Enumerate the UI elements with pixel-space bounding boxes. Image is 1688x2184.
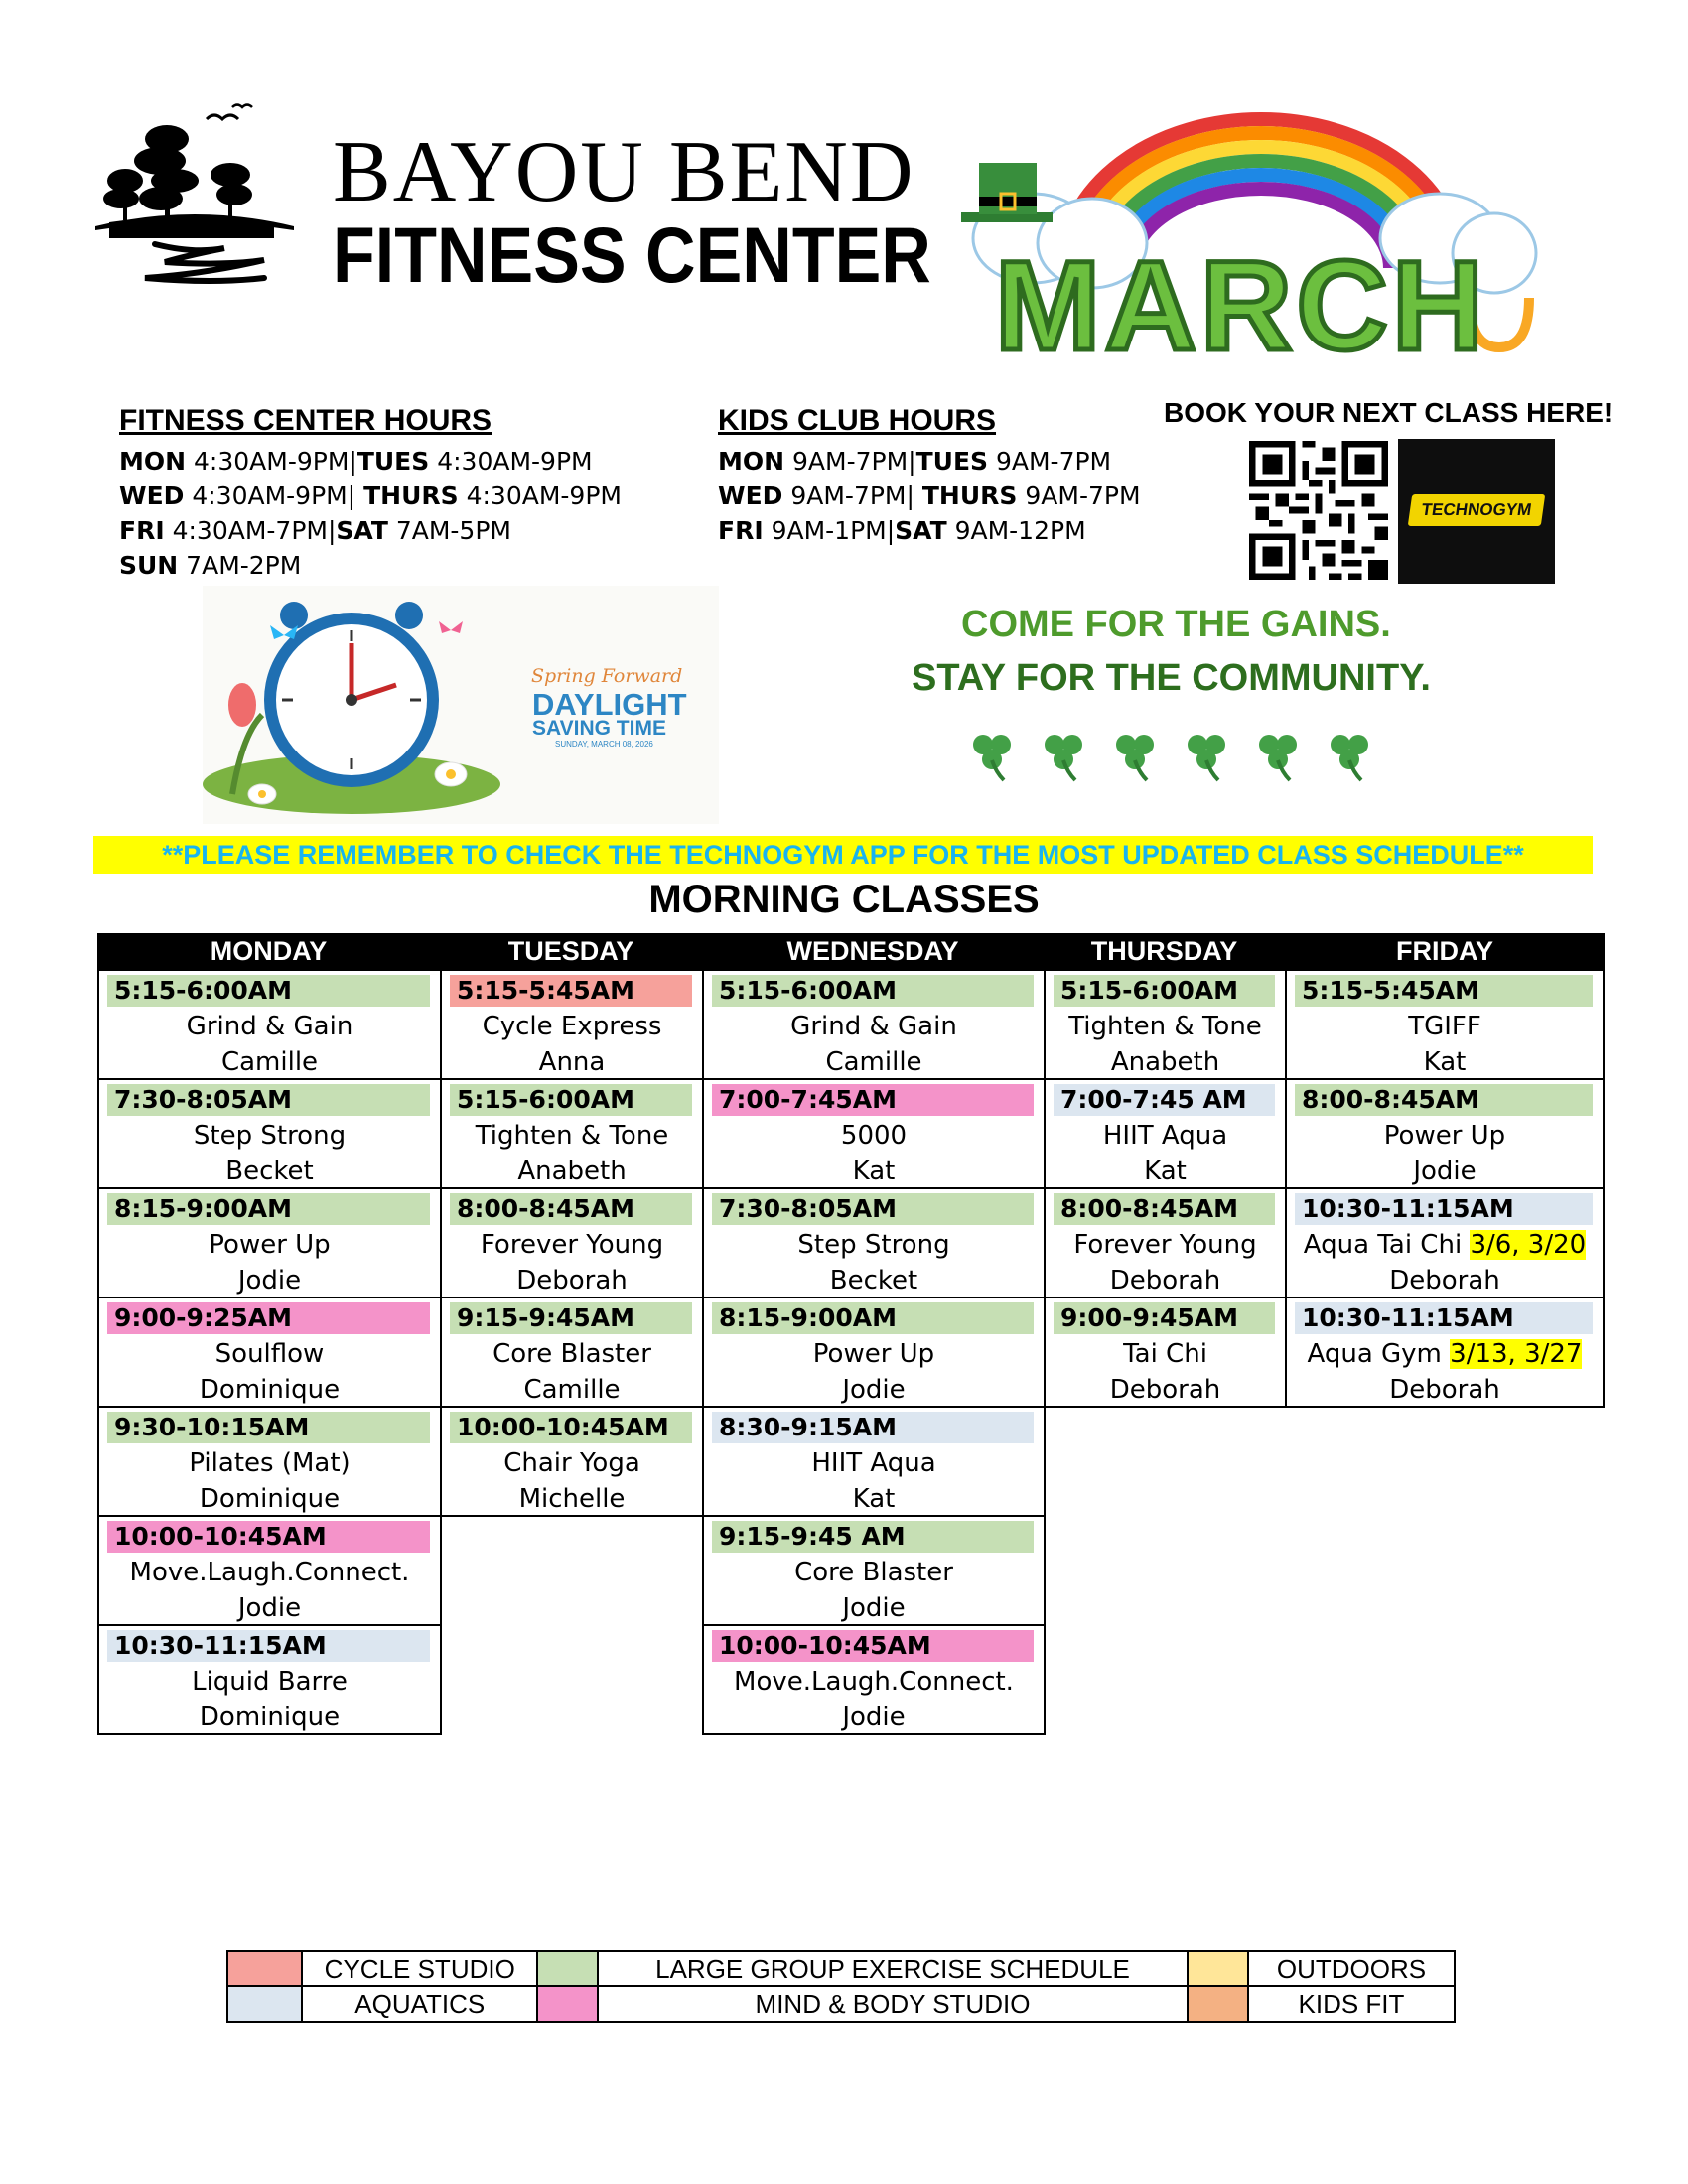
class-name: Core Blaster xyxy=(794,1558,953,1587)
day-header-wednesday: WEDNESDAY xyxy=(702,933,1044,969)
shamrock-icon xyxy=(1331,735,1368,780)
legend-label: OUTDOORS xyxy=(1248,1951,1455,1986)
class-instructor: Kat xyxy=(852,1484,896,1514)
class-time: 9:00-9:25AM xyxy=(107,1302,430,1334)
class-instructor: Michelle xyxy=(518,1484,626,1514)
hours-value: 9AM-7PM| xyxy=(784,447,916,476)
legend-swatch-large-group xyxy=(537,1951,598,1986)
class-instructor: Kat xyxy=(1423,1047,1467,1077)
class-name: Power Up xyxy=(209,1230,331,1260)
color-legend xyxy=(226,1950,1456,2023)
class-instructor: Kat xyxy=(1144,1157,1187,1186)
class-time: 9:15-9:45AM xyxy=(450,1302,692,1334)
legend-swatch-aquatics xyxy=(227,1986,302,2022)
class-instructor: Camille xyxy=(523,1375,621,1405)
day-label: FRI xyxy=(718,516,764,545)
class-time: 5:15-6:00AM xyxy=(1054,975,1275,1007)
class-name: Step Strong xyxy=(797,1230,950,1260)
technogym-reminder-banner: **PLEASE REMEMBER TO CHECK THE TECHNOGYM APP FOR THE MOST UPDATED CLASS SCHEDULE** xyxy=(93,836,1593,874)
class-name: Core Blaster xyxy=(492,1339,651,1369)
class-name xyxy=(1287,1227,1603,1263)
hours-value: 9AM-7PM| xyxy=(782,481,922,510)
class-instructor: Jodie xyxy=(1413,1157,1477,1186)
booking-qr-code[interactable] xyxy=(1249,441,1388,580)
technogym-logo: TECHNOGYM xyxy=(1408,494,1545,526)
dst-spring-forward-text: Spring Forward xyxy=(531,665,683,687)
day-label: WED xyxy=(718,481,783,510)
day-label: WED xyxy=(119,481,185,510)
class-cell[interactable] xyxy=(440,1187,704,1298)
class-name: Move.Laugh.Connect. xyxy=(734,1667,1014,1697)
dst-daylight-text: DAYLIGHT xyxy=(532,687,687,722)
class-time: 10:00-10:45AM xyxy=(712,1630,1034,1662)
class-time: 7:00-7:45AM xyxy=(712,1084,1034,1116)
class-instructor: Jodie xyxy=(237,1266,302,1296)
class-time: 10:30-11:15AM xyxy=(1295,1302,1593,1334)
legend-swatch-cycle xyxy=(227,1951,302,1986)
class-instructor: Anabeth xyxy=(1110,1047,1220,1077)
dst-saving-time-text: SAVING TIME xyxy=(532,717,666,740)
class-time: 8:15-9:00AM xyxy=(107,1193,430,1225)
class-time: 8:30-9:15AM xyxy=(712,1412,1034,1443)
class-cell[interactable] xyxy=(1285,1078,1605,1189)
class-dates-highlight: 3/6, 3/20 xyxy=(1470,1230,1587,1260)
class-cell[interactable] xyxy=(702,1406,1046,1517)
shamrock-icon xyxy=(1259,735,1297,780)
class-cell[interactable] xyxy=(97,1078,442,1189)
class-time: 9:15-9:45 AM xyxy=(712,1521,1034,1553)
kids-club-hours xyxy=(718,404,1141,548)
book-class-label: BOOK YOUR NEXT CLASS HERE! xyxy=(1164,397,1614,428)
hours-value: 9AM-7PM xyxy=(988,447,1112,476)
class-name: HIIT Aqua xyxy=(1102,1121,1228,1151)
hours-line xyxy=(718,444,1141,478)
class-name: Tai Chi xyxy=(1123,1339,1207,1369)
class-instructor: Becket xyxy=(829,1266,918,1296)
hours-value: 4:30AM-9PM| xyxy=(186,447,357,476)
class-name: Step Strong xyxy=(193,1121,347,1151)
class-instructor: Deborah xyxy=(516,1266,628,1296)
legend-label: CYCLE STUDIO xyxy=(302,1951,537,1986)
shamrocks-decoration xyxy=(958,723,1395,786)
class-time: 8:00-8:45AM xyxy=(1295,1084,1593,1116)
day-header-monday: MONDAY xyxy=(97,933,440,969)
day-label: MON xyxy=(718,447,785,476)
shamrock-icon xyxy=(973,735,1011,780)
class-name: Tighten & Tone xyxy=(1068,1012,1262,1041)
day-label: THURS xyxy=(363,481,459,510)
hours-line xyxy=(119,548,622,583)
class-instructor: Deborah xyxy=(1109,1375,1221,1405)
day-label: SAT xyxy=(895,516,947,545)
class-name: Power Up xyxy=(812,1339,935,1369)
brand-subtitle: FITNESS CENTER xyxy=(333,211,931,299)
brand-name: BAYOU BEND xyxy=(333,124,915,220)
hours-line xyxy=(718,478,1141,513)
class-name: Power Up xyxy=(1383,1121,1506,1151)
class-time: 10:30-11:15AM xyxy=(1295,1193,1593,1225)
class-name: Cycle Express xyxy=(482,1012,662,1041)
shamrock-icon xyxy=(1116,735,1154,780)
class-name: 5000 xyxy=(840,1121,908,1151)
class-cell[interactable] xyxy=(1044,1297,1287,1408)
class-cell[interactable] xyxy=(1285,969,1605,1080)
class-name: Tighten & Tone xyxy=(475,1121,669,1151)
class-instructor: Jodie xyxy=(842,1375,906,1405)
class-instructor: Camille xyxy=(220,1047,319,1077)
class-cell[interactable] xyxy=(702,1624,1046,1735)
class-instructor: Deborah xyxy=(1109,1266,1221,1296)
legend-swatch-kids-fit xyxy=(1188,1986,1248,2022)
legend-label: KIDS FIT xyxy=(1248,1986,1455,2022)
class-name: Grind & Gain xyxy=(186,1012,353,1041)
class-time: 5:15-5:45AM xyxy=(450,975,692,1007)
kids-club-hours-title: KIDS CLUB HOURS xyxy=(718,404,997,437)
class-cell[interactable] xyxy=(440,1297,704,1408)
class-cell[interactable] xyxy=(1044,1187,1287,1298)
hours-value: 4:30AM-9PM xyxy=(458,481,622,510)
class-instructor: Anna xyxy=(538,1047,606,1077)
class-name: Forever Young xyxy=(1073,1230,1257,1260)
day-label: THURS xyxy=(921,481,1018,510)
day-label: FRI xyxy=(119,516,165,545)
hours-line xyxy=(119,444,622,478)
class-cell[interactable] xyxy=(97,969,442,1080)
fitness-center-hours-title: FITNESS CENTER HOURS xyxy=(119,404,492,437)
class-cell[interactable] xyxy=(1044,969,1287,1080)
class-time: 10:30-11:15AM xyxy=(107,1630,430,1662)
class-cell[interactable] xyxy=(1044,1078,1287,1189)
hours-line xyxy=(119,513,622,548)
class-time: 7:30-8:05AM xyxy=(107,1084,430,1116)
hours-value: 9AM-7PM xyxy=(1017,481,1141,510)
class-time: 5:15-6:00AM xyxy=(107,975,430,1007)
technogym-app-badge[interactable] xyxy=(1398,439,1555,584)
day-label: TUES xyxy=(356,447,430,476)
class-name: HIIT Aqua xyxy=(811,1448,936,1478)
class-cell[interactable] xyxy=(702,1078,1046,1189)
class-instructor: Jodie xyxy=(842,1593,906,1623)
class-time: 5:15-6:00AM xyxy=(450,1084,692,1116)
shamrock-icon xyxy=(1045,735,1082,780)
class-instructor: Dominique xyxy=(199,1484,341,1514)
class-time: 5:15-5:45AM xyxy=(1295,975,1593,1007)
class-instructor: Dominique xyxy=(199,1375,341,1405)
class-name: Forever Young xyxy=(480,1230,664,1260)
class-cell[interactable] xyxy=(440,1078,704,1189)
class-cell[interactable] xyxy=(702,1187,1046,1298)
class-cell[interactable] xyxy=(97,1187,442,1298)
class-cell[interactable] xyxy=(97,1406,442,1517)
class-instructor: Dominique xyxy=(199,1703,341,1732)
class-name xyxy=(1287,1336,1603,1372)
class-time: 10:00-10:45AM xyxy=(107,1521,430,1553)
class-cell[interactable] xyxy=(440,1406,704,1517)
class-cell[interactable] xyxy=(1285,1187,1605,1298)
day-header-tuesday: TUESDAY xyxy=(440,933,702,969)
hours-value: 4:30AM-9PM| xyxy=(184,481,364,510)
dst-date-text: SUNDAY, MARCH 08, 2026 xyxy=(555,740,653,749)
class-name: Liquid Barre xyxy=(192,1667,348,1697)
legend-swatch-outdoors xyxy=(1188,1951,1248,1986)
day-header-friday: FRIDAY xyxy=(1285,933,1605,969)
legend-label: LARGE GROUP EXERCISE SCHEDULE xyxy=(598,1951,1188,1986)
class-time: 7:30-8:05AM xyxy=(712,1193,1034,1225)
class-cell[interactable] xyxy=(702,969,1046,1080)
morning-classes-title: MORNING CLASSES xyxy=(648,878,1040,921)
class-name: Move.Laugh.Connect. xyxy=(129,1558,410,1587)
class-instructor: Becket xyxy=(225,1157,314,1186)
legend-label: MIND & BODY STUDIO xyxy=(598,1986,1188,2022)
slogan-line-1: COME FOR THE GAINS. xyxy=(961,604,1391,645)
class-name: TGIFF xyxy=(1408,1012,1481,1041)
class-instructor: Deborah xyxy=(1389,1375,1500,1405)
march-title: MARCH xyxy=(994,235,1488,367)
class-instructor: Jodie xyxy=(237,1593,302,1623)
class-cell[interactable] xyxy=(702,1515,1046,1626)
class-cell[interactable] xyxy=(97,1624,442,1735)
fitness-center-hours xyxy=(119,404,622,583)
class-name: Pilates (Mat) xyxy=(189,1448,351,1478)
class-cell[interactable] xyxy=(1285,1297,1605,1408)
class-name-text: Aqua Gym xyxy=(1307,1339,1442,1369)
day-label: MON xyxy=(119,447,187,476)
hours-value: 7AM-2PM xyxy=(178,551,302,580)
class-instructor: Kat xyxy=(852,1157,896,1186)
hours-value: 7AM-5PM xyxy=(387,516,511,545)
class-name: Soulflow xyxy=(214,1339,325,1369)
class-name: Chair Yoga xyxy=(503,1448,640,1478)
day-label: TUES xyxy=(915,447,989,476)
hours-value: 9AM-12PM xyxy=(946,516,1086,545)
class-name-text: Aqua Tai Chi xyxy=(1303,1230,1463,1260)
hours-line xyxy=(718,513,1141,548)
class-time: 8:15-9:00AM xyxy=(712,1302,1034,1334)
class-name: Grind & Gain xyxy=(790,1012,957,1041)
class-instructor: Anabeth xyxy=(517,1157,627,1186)
class-time: 5:15-6:00AM xyxy=(712,975,1034,1007)
class-time: 8:00-8:45AM xyxy=(450,1193,692,1225)
bayou-bend-logo xyxy=(95,99,294,298)
legend-label: AQUATICS xyxy=(302,1986,537,2022)
class-cell[interactable] xyxy=(97,1515,442,1626)
hours-value: 4:30AM-9PM xyxy=(429,447,593,476)
hours-line xyxy=(119,478,622,513)
slogan-line-2: STAY FOR THE COMMUNITY. xyxy=(912,657,1431,699)
class-instructor: Deborah xyxy=(1389,1266,1500,1296)
class-time: 7:00-7:45 AM xyxy=(1054,1084,1275,1116)
class-cell[interactable] xyxy=(440,969,704,1080)
class-cell[interactable] xyxy=(97,1297,442,1408)
shamrock-icon xyxy=(1188,735,1225,780)
day-label: SAT xyxy=(336,516,388,545)
class-instructor: Jodie xyxy=(842,1703,906,1732)
day-header-thursday: THURSDAY xyxy=(1044,933,1285,969)
class-time: 8:00-8:45AM xyxy=(1054,1193,1275,1225)
class-time: 10:00-10:45AM xyxy=(450,1412,692,1443)
day-label: SUN xyxy=(119,551,179,580)
class-time: 9:30-10:15AM xyxy=(107,1412,430,1443)
class-time: 9:00-9:45AM xyxy=(1054,1302,1275,1334)
hours-value: 9AM-1PM| xyxy=(763,516,896,545)
class-dates-highlight: 3/13, 3/27 xyxy=(1450,1339,1583,1369)
class-instructor: Camille xyxy=(825,1047,922,1077)
march-rainbow-illustration xyxy=(943,89,1539,367)
class-cell[interactable] xyxy=(702,1297,1046,1408)
hours-value: 4:30AM-7PM| xyxy=(164,516,337,545)
legend-swatch-mind-body xyxy=(537,1986,598,2022)
